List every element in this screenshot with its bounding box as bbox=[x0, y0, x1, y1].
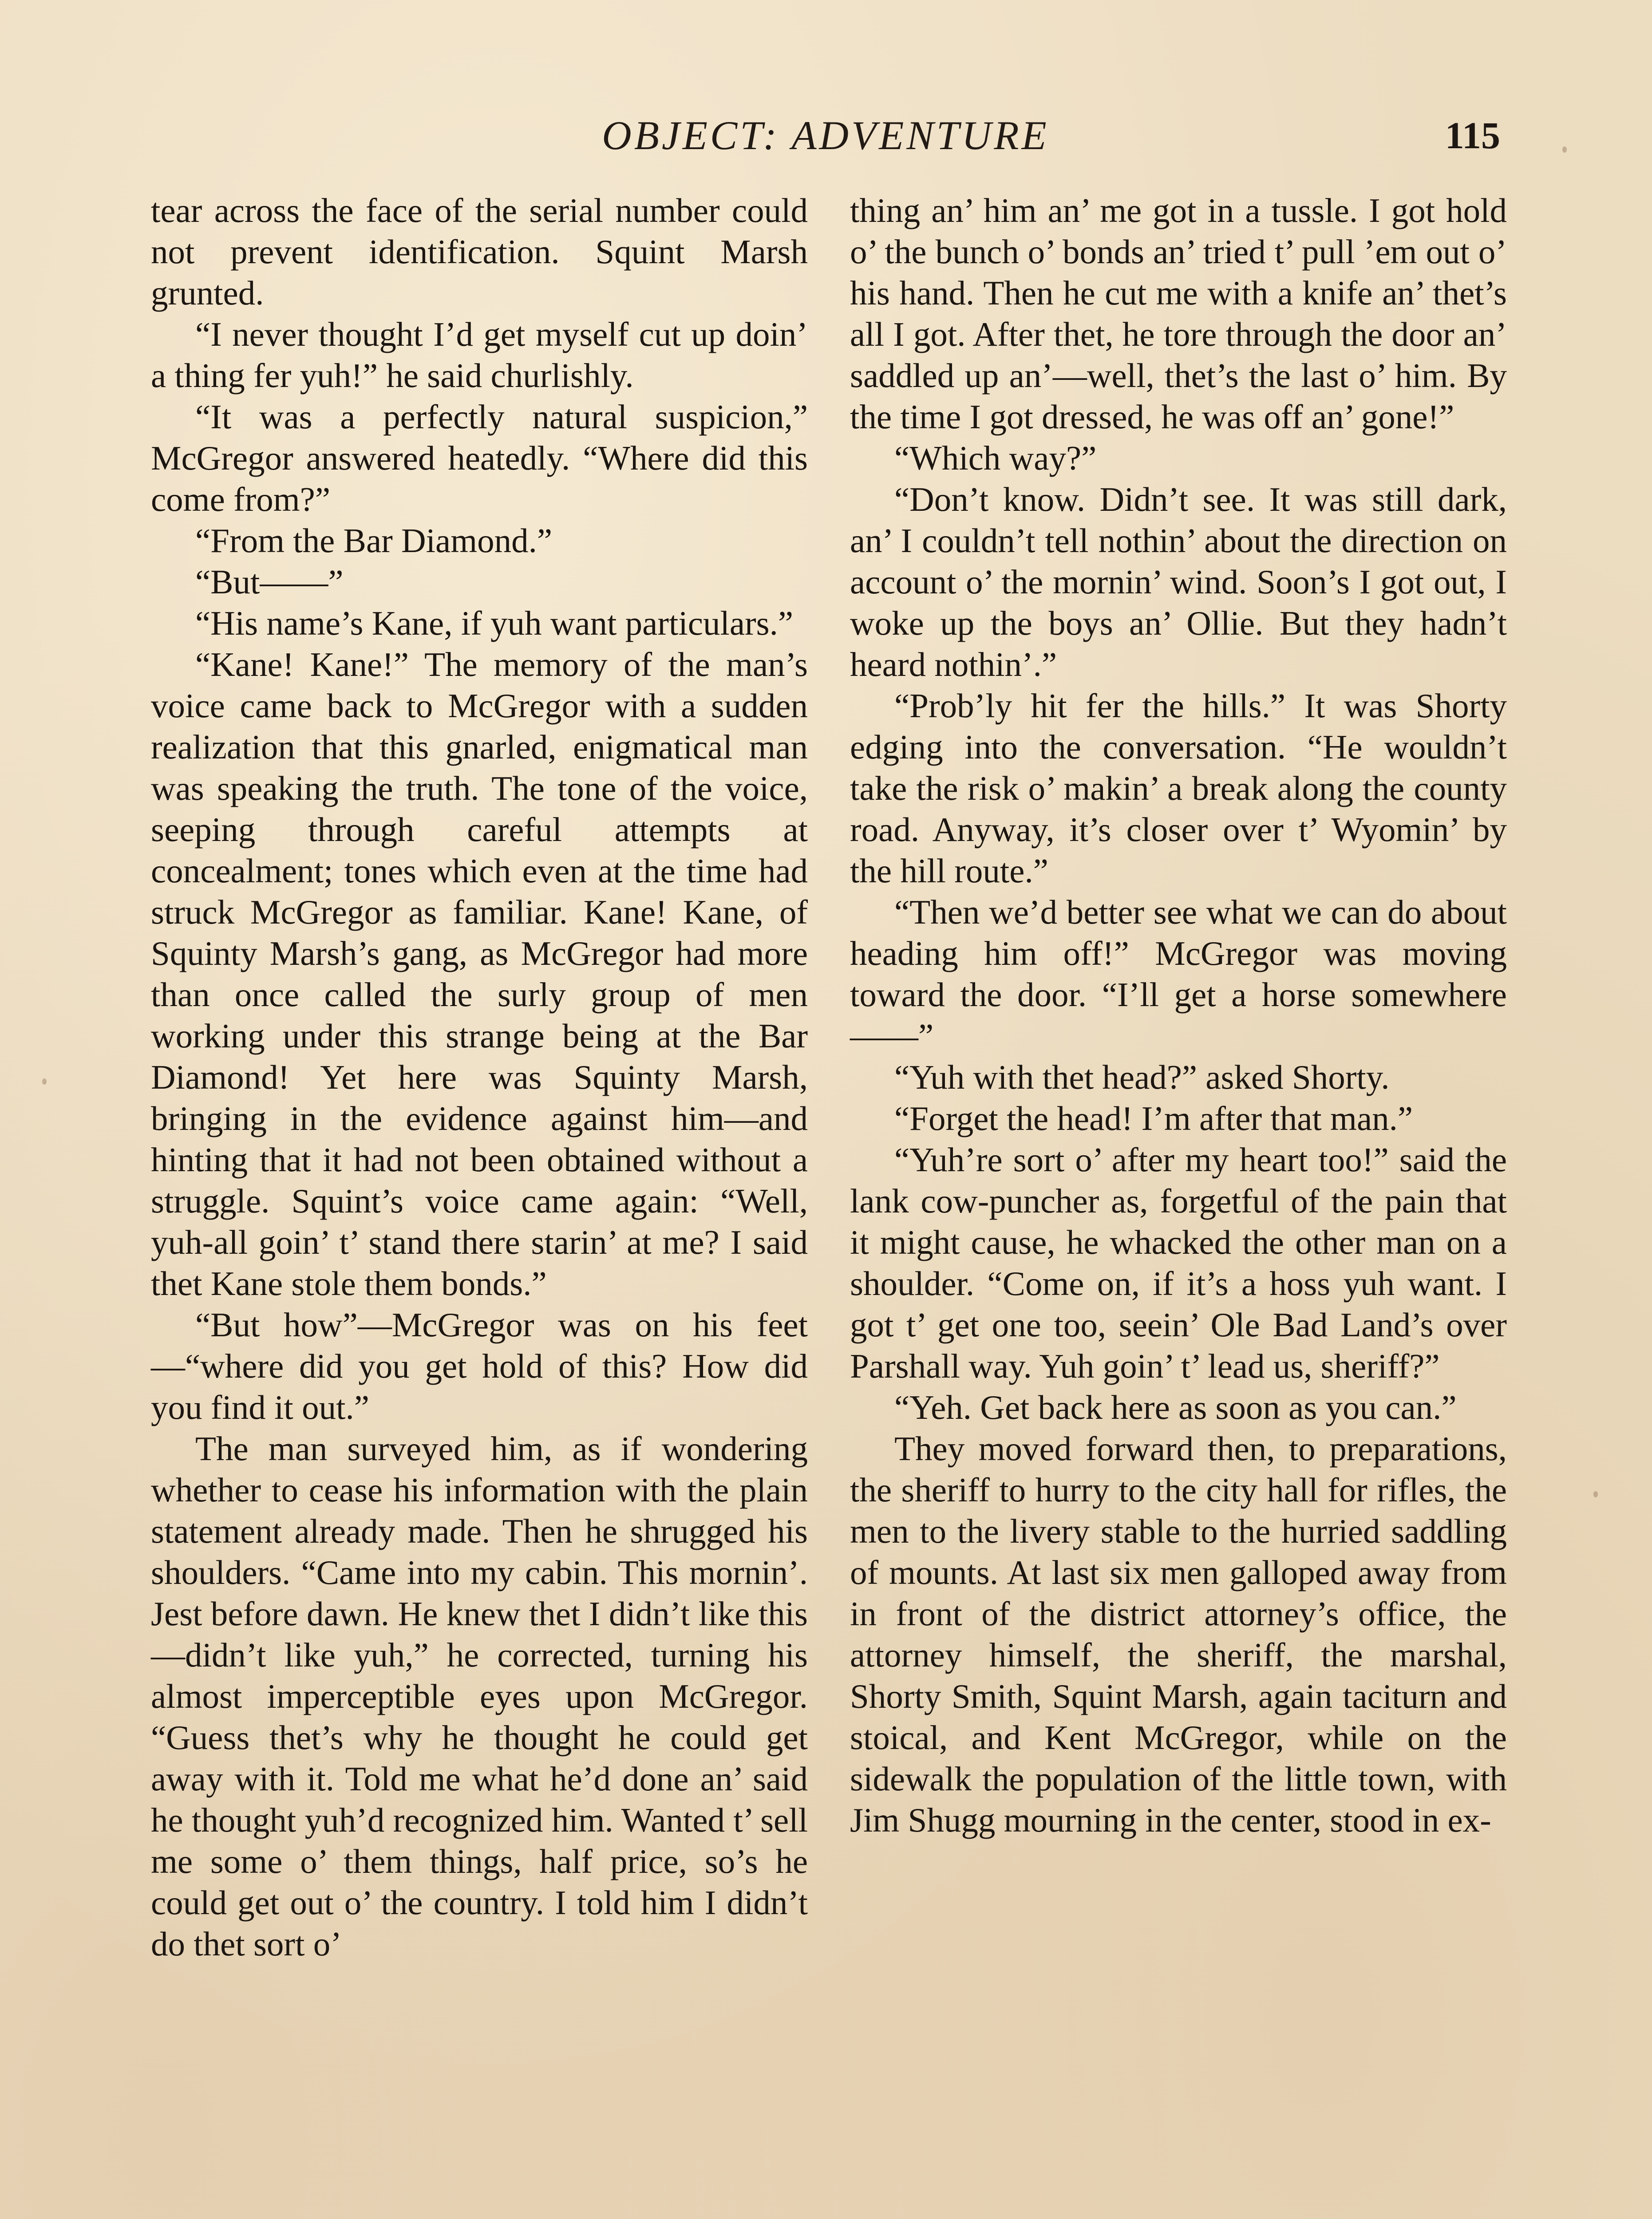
running-title: OBJECT: ADVENTURE bbox=[602, 113, 1049, 158]
paragraph: tear across the face of the serial number could not prevent identification. Squint Marsh grunted. bbox=[151, 191, 808, 312]
paragraph: The man surveyed him, as if wondering whether to cease his information with the plain statement already made. Then he shrugged his shoulders. “Came into my cabin. This mornin’. Jest before dawn. He knew thet I didn’t like this—didn’t like yuh,” he corrected, turning his almost imperceptible eyes upon McGregor. “Guess thet’s why he thought he could get away with it. Told me what he’d done an’ said he thought yuh’d recognized him. Wanted t’ sell me some o’ them things, half price, so’s he could get out o’ the country. I told him I didn’t do thet sort o’ bbox=[151, 1429, 808, 1963]
paragraph: thing an’ him an’ me got in a tussle. I got hold o’ the bunch o’ bonds an’ tried t’ pull ’em out o’ his hand. Then he cut me with a knife an’ thet’s all I got. After thet, he tore through the door an’ saddled up an’—well, thet’s the last o’ him. By the time I got dressed, he was off an’ gone!” bbox=[850, 191, 1507, 436]
paper-speck bbox=[42, 1078, 47, 1085]
paragraph: “From the Bar Diamond.” bbox=[195, 521, 553, 560]
paragraph: “Forget the head! I’m after that man.” bbox=[894, 1099, 1413, 1137]
text-column-right bbox=[850, 190, 1507, 1841]
running-head bbox=[151, 107, 1500, 164]
paper-speck bbox=[1593, 1491, 1598, 1497]
paragraph: “But——” bbox=[195, 563, 344, 601]
paragraph: “It was a perfectly natural suspicion,” McGregor answered heatedly. “Where did this come from?” bbox=[151, 398, 808, 518]
paragraph: “Yeh. Get back here as soon as you can.” bbox=[894, 1388, 1457, 1426]
paper-speck bbox=[1562, 146, 1567, 153]
paragraph: “Prob’ly hit fer the hills.” It was Shorty edging into the conversation. “He wouldn’t take the risk o’ makin’ a break along the county road. Anyway, it’s closer over t’ Wyomin’ by the hill route.” bbox=[850, 687, 1507, 890]
paragraph: “Which way?” bbox=[894, 439, 1097, 477]
paragraph: “Yuh’re sort o’ after my heart too!” said the lank cow-puncher as, forgetful of the pain that it might cause, he whacked the other man on a shoulder. “Come on, if it’s a hoss yuh want. I got t’ get one too, seein’ Ole Bad Land’s over Parshall way. Yuh goin’ t’ lead us, sheriff?” bbox=[850, 1141, 1507, 1385]
page-number: 115 bbox=[1445, 114, 1500, 157]
paragraph: They moved forward then, to preparations, the sheriff to hurry to the city hall for rifles, the men to the livery stable to the hurried saddling of mounts. At last six men galloped away from in front of the district attorney’s office, the attorney himself, the sheriff, the marshal, Shorty Smith, Squint Marsh, again taciturn and stoical, and Kent McGregor, while on the sidewalk the population of the little town, with Jim Shugg mourning in the center, stood in ex- bbox=[850, 1429, 1507, 1839]
text-column-left bbox=[151, 190, 808, 1965]
paragraph: “Don’t know. Didn’t see. It was still dark, an’ I couldn’t tell nothin’ about the direction on account o’ the mornin’ wind. Soon’s I got out, I woke up the boys an’ Ollie. But they hadn’t heard nothin’.” bbox=[850, 480, 1507, 683]
paragraph: “I never thought I’d get myself cut up doin’ a thing fer yuh!” he said churlishly. bbox=[151, 315, 808, 395]
paragraph: “Kane! Kane!” The memory of the man’s voice came back to McGregor with a sudden realization that this gnarled, enigmatical man was speaking the truth. The tone of the voice, seeping through careful attempts at concealment; tones which even at the time had struck McGregor as familiar. Kane! Kane, of Squinty Marsh’s gang, as McGregor had more than once called the surly group of men working under this strange being at the Bar Diamond! Yet here was Squinty Marsh, bringing in the evidence against him—and hinting that it had not been obtained without a struggle. Squint’s voice came again: “Well, yuh-all goin’ t’ stand there starin’ at me? I said thet Kane stole them bonds.” bbox=[151, 645, 808, 1303]
paragraph: “His name’s Kane, if yuh want particulars.” bbox=[195, 604, 794, 642]
paragraph: “Yuh with thet head?” asked Shorty. bbox=[894, 1058, 1390, 1096]
paragraph: “Then we’d better see what we can do about heading him off!” McGregor was moving toward the door. “I’ll get a horse somewhere——” bbox=[850, 893, 1507, 1055]
paragraph: “But how”—McGregor was on his feet—“where did you get hold of this? How did you find it out.” bbox=[151, 1306, 808, 1426]
